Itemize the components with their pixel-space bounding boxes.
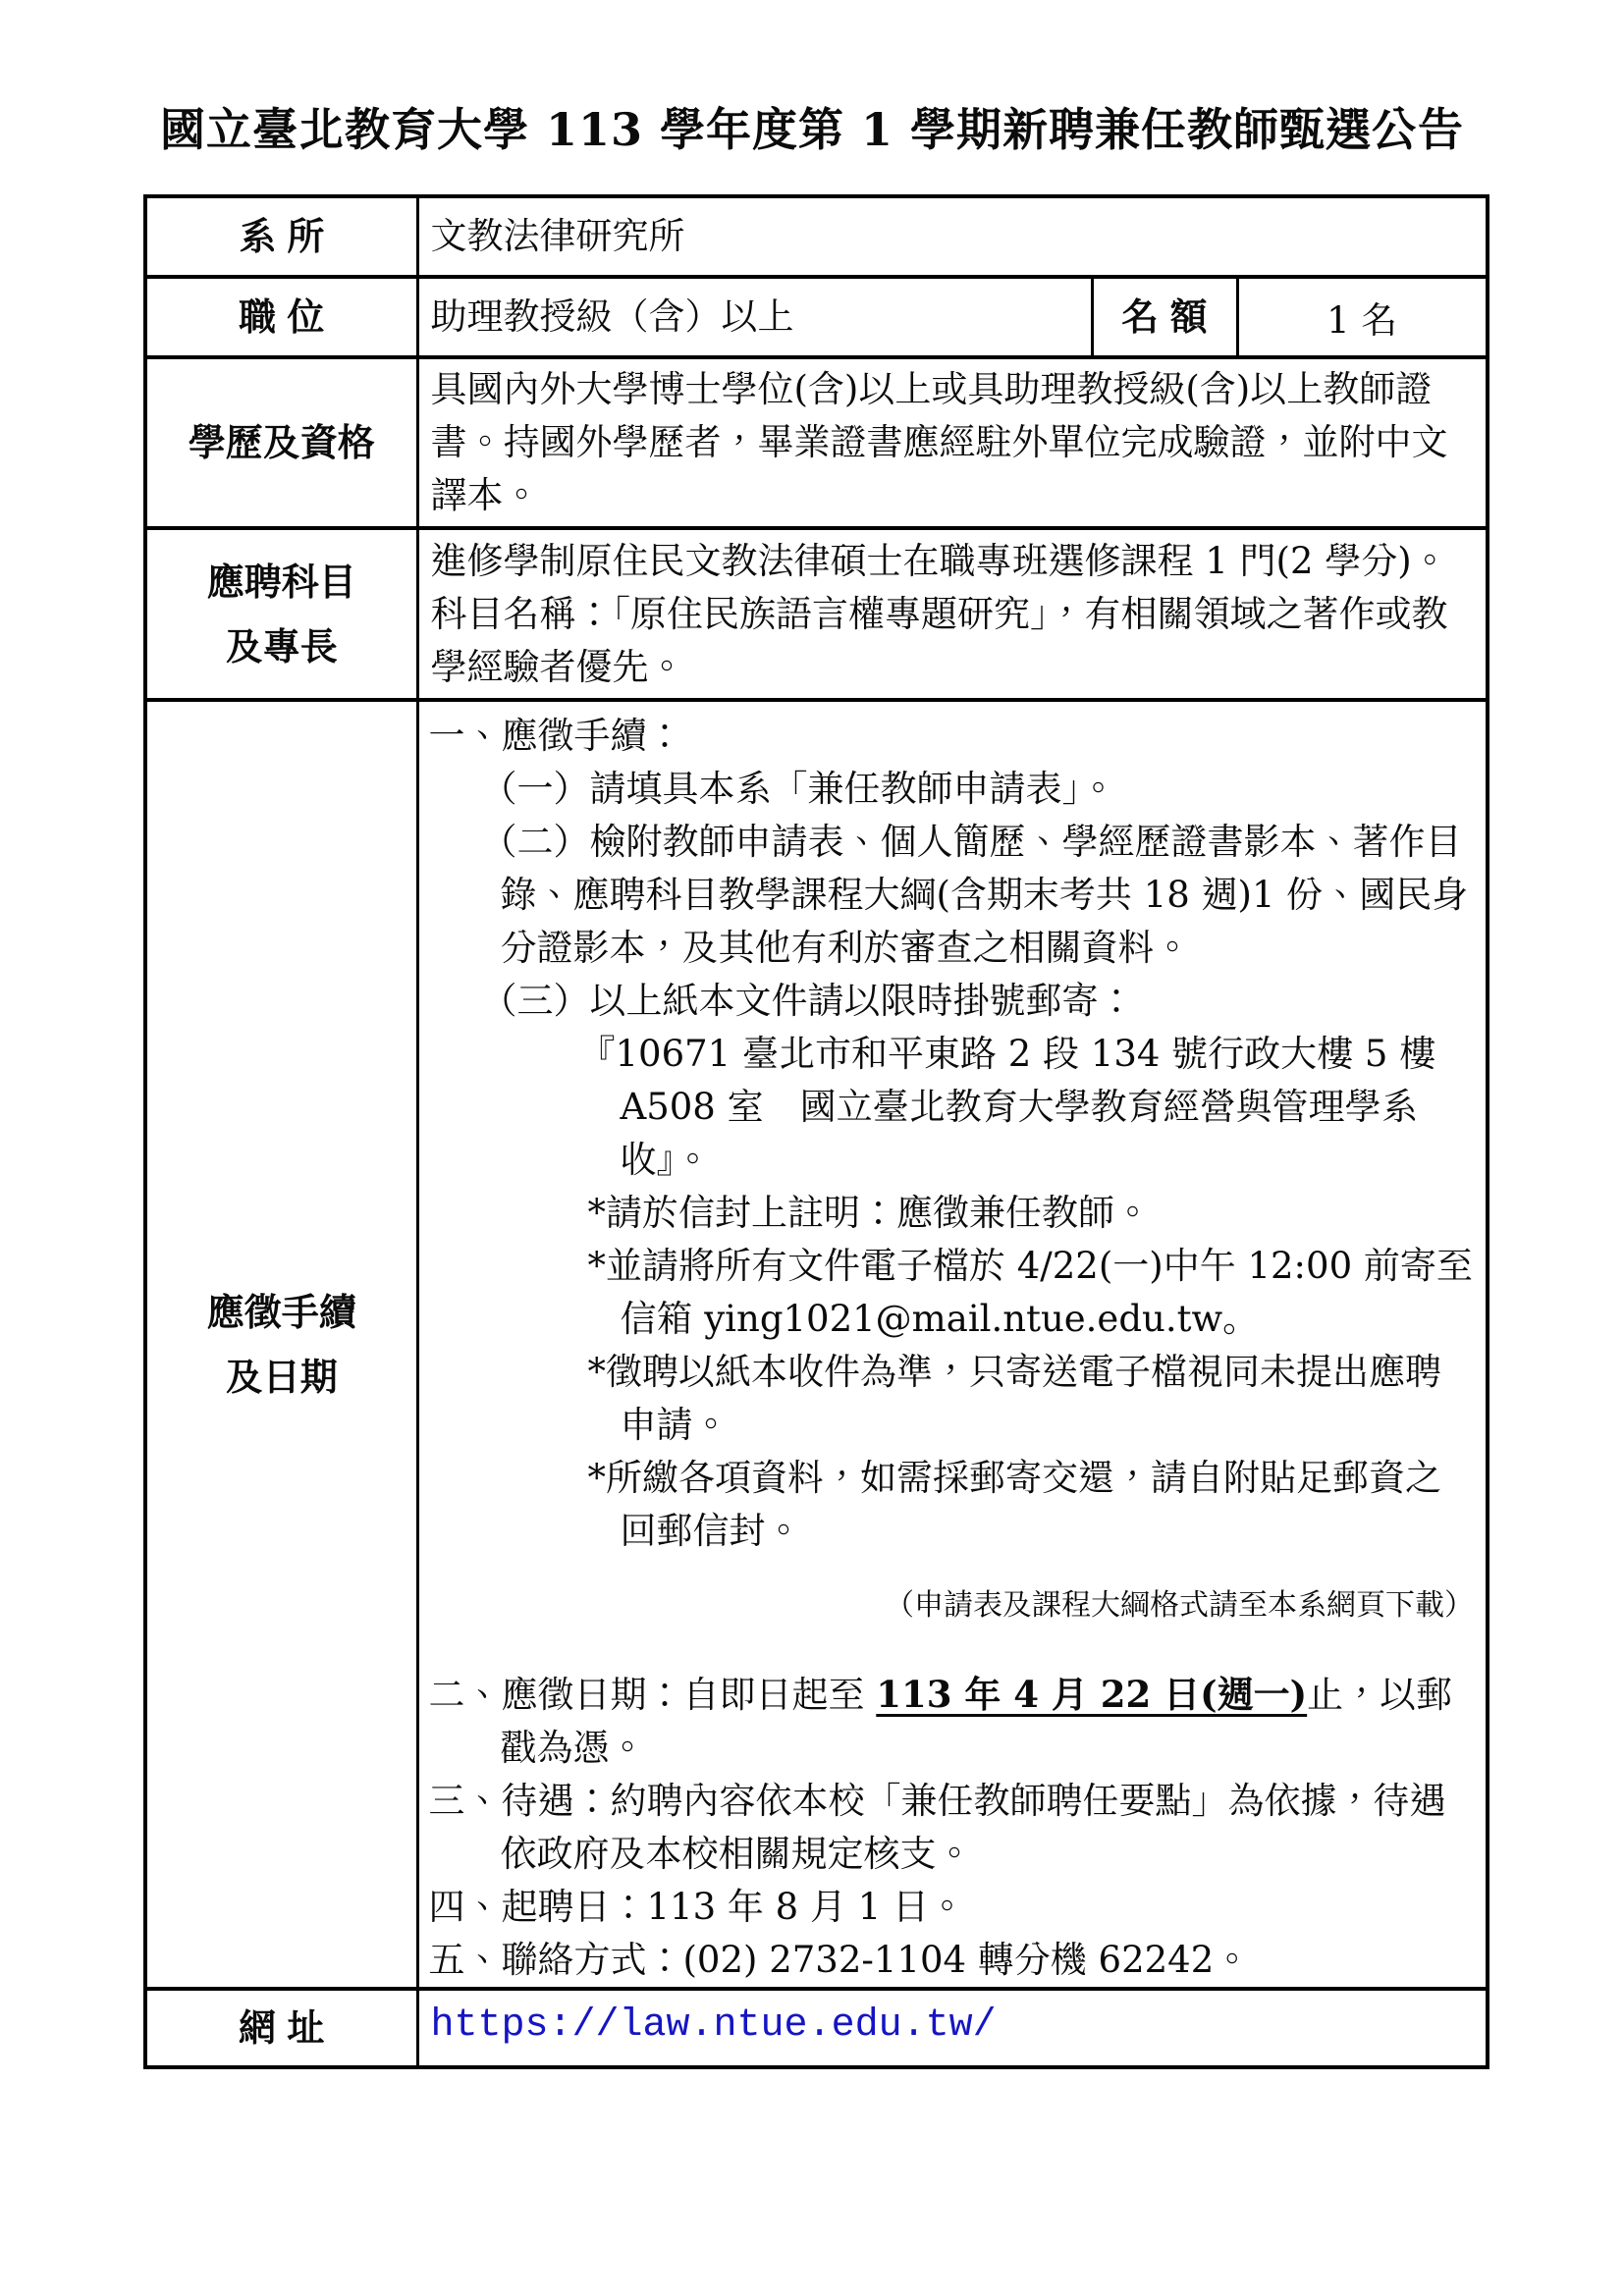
subject-label-line2: 及專長: [225, 623, 338, 668]
subject-value: 進修學制原住民文教法律碩士在職專班選修課程 1 門(2 學分)。科目名稱：「原住民族語言權專題研究」，有相關領域之著作或教學經驗者優先。: [430, 539, 1448, 688]
quota-label: 名額: [1121, 294, 1219, 339]
procedure-note-2: *並請將所有文件電子檔於 4/22(一)中午 12:00 前寄至信箱 ying1021@mail.ntue.edu.tw。: [587, 1245, 1473, 1340]
row-procedure: [145, 700, 1488, 1989]
position-value: 助理教授級（含）以上: [430, 295, 794, 338]
quota-label-cell: [1092, 277, 1237, 357]
website-label-cell: [145, 1989, 417, 2067]
website-value-cell: [417, 1989, 1488, 2067]
procedure-section1-heading: 一、應徵手續：: [428, 715, 683, 757]
row-department: [145, 196, 1488, 277]
procedure-step-1: （一）請填具本系「兼任教師申請表」。: [480, 768, 1116, 810]
procedure-label-line1: 應徵手續: [206, 1289, 356, 1334]
section2-deadline-date: 113 年 4 月 22 日(週一): [876, 1673, 1308, 1716]
section2-suffix: 止，以郵戳為憑。: [500, 1674, 1453, 1769]
website-link[interactable]: https://law.ntue.edu.tw/: [430, 2002, 997, 2048]
row-website: [145, 1989, 1488, 2067]
subject-value-cell: [417, 528, 1488, 700]
qualification-label: 學歷及資格: [188, 420, 375, 464]
position-label: 職位: [239, 294, 336, 339]
procedure-mail-address: 『10671 臺北市和平東路 2 段 134 號行政大樓 5 樓 A508 室 國立臺北教育大學教育經營與管理學系收』。: [578, 1033, 1436, 1181]
procedure-section5: 五、聯絡方式：(02) 2732-1104 轉分機 62242。: [428, 1939, 1251, 1981]
department-value: 文教法律研究所: [430, 215, 685, 257]
procedure-note-3: *徵聘以紙本收件為準，只寄送電子檔視同未提出應聘申請。: [587, 1351, 1441, 1446]
row-qualification: [145, 357, 1488, 528]
department-label: 系所: [239, 214, 336, 258]
row-subject: [145, 528, 1488, 700]
procedure-note-1: *請於信封上註明：應徵兼任教師。: [587, 1192, 1151, 1234]
procedure-label-line2: 及日期: [225, 1354, 338, 1399]
subject-label-line1: 應聘科目: [206, 559, 356, 604]
procedure-section4: 四、起聘日：113 年 8 月 1 日。: [428, 1886, 966, 1928]
quota-value-cell: [1237, 277, 1488, 357]
section2-prefix: 二、應徵日期：自即日起至: [428, 1674, 877, 1716]
department-value-cell: [417, 196, 1488, 277]
procedure-note-4: *所繳各項資料，如需採郵寄交還，請自附貼足郵資之回郵信封。: [587, 1457, 1441, 1552]
announcement-table: [143, 194, 1489, 2069]
procedure-label-cell: [145, 700, 417, 1989]
row-position: [145, 277, 1488, 357]
quota-value: 1 名: [1326, 299, 1398, 342]
procedure-step-3: （三）以上紙本文件請以限時掛號郵寄：: [480, 980, 1135, 1022]
department-label-cell: [145, 196, 417, 277]
website-label: 網址: [239, 2005, 336, 2050]
procedure-download-footnote: （申請表及課程大綱格式請至本系網頁下載）: [885, 1588, 1475, 1623]
position-value-cell: [417, 277, 1092, 357]
procedure-content-cell: [417, 700, 1488, 1989]
qualification-value-cell: [417, 357, 1488, 528]
procedure-step-2: （二）檢附教師申請表、個人簡歷、學經歷證書影本、著作目錄、應聘科目教學課程大綱(含期末考共 18 週)1 份、國民身分證影本，及其他有利於審查之相關資料。: [480, 821, 1469, 969]
procedure-section3: 三、待遇：約聘內容依本校「兼任教師聘任要點」為依據，待遇依政府及本校相關規定核支。: [428, 1780, 1446, 1875]
procedure-section2: [424, 1668, 1477, 1775]
position-label-cell: [145, 277, 417, 357]
qualification-value: 具國內外大學博士學位(含)以上或具助理教授級(含)以上教師證書。持國外學歷者，畢業證書應經駐外單位完成驗證，並附中文譯本。: [430, 368, 1448, 516]
qualification-label-cell: [145, 357, 417, 528]
subject-label-cell: [145, 528, 417, 700]
page-title: 國立臺北教育大學 113 學年度第 1 學期新聘兼任教師甄選公告: [159, 103, 1465, 156]
